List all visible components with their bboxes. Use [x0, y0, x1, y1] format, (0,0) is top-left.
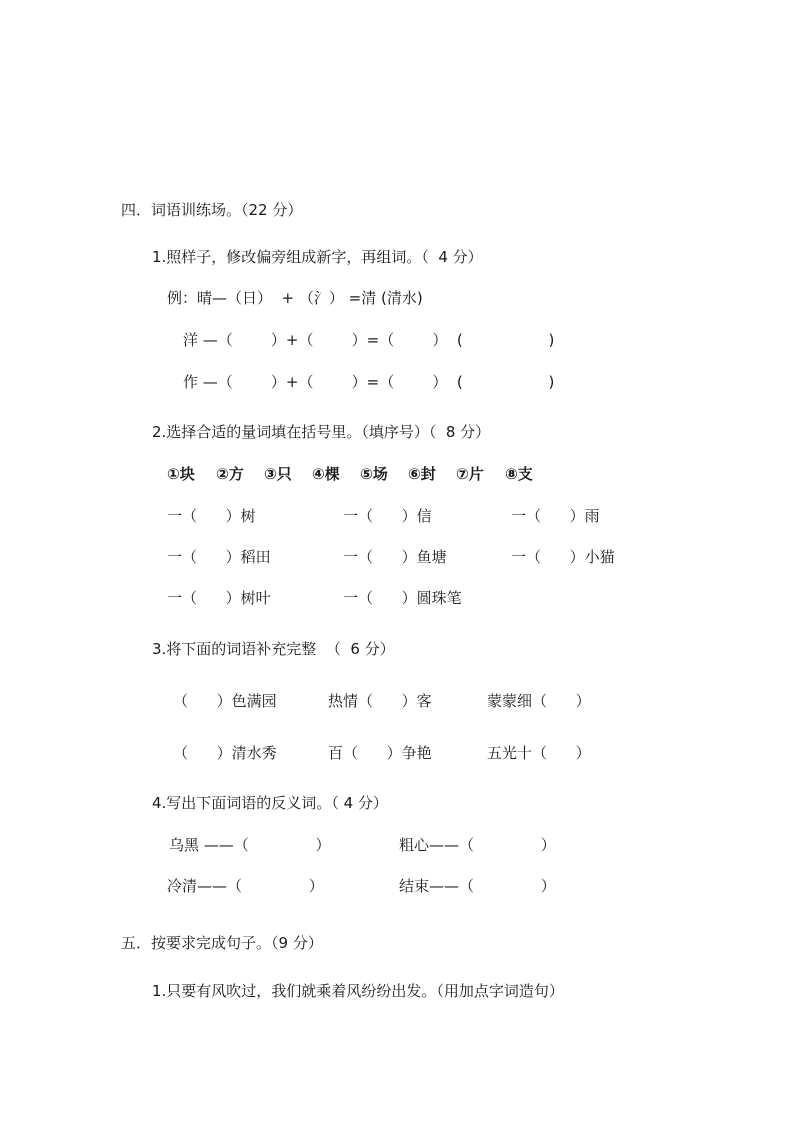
q4-item: 乌黑 ——（ ）: [169, 836, 331, 854]
q2-option: ④棵: [312, 465, 340, 483]
q4-item: 粗心——（ ）: [399, 836, 556, 854]
q2-item: 一（ ）树: [167, 507, 256, 525]
q2-item: 一（ ）信: [343, 507, 432, 525]
q3-item: （ ）清水秀: [173, 744, 277, 762]
q2-title: 2.选择合适的量词填在括号里。（填序号）（ 8 分）: [152, 423, 491, 441]
q1-row: 洋 —（ ）+（ ）=（ ） ( ): [183, 331, 555, 349]
q2-item: 一（ ）稻田: [167, 548, 271, 566]
q3-item: （ ）色满园: [173, 692, 277, 710]
q3-item: 百（ ）争艳: [328, 744, 432, 762]
q2-item: 一（ ）圆珠笔: [343, 589, 462, 607]
q2-item: 一（ ）鱼塘: [343, 548, 447, 566]
q4-item: 结束——（ ）: [399, 877, 556, 895]
q3-item: 五光十（ ）: [487, 744, 591, 762]
q2-option: ⑤场: [360, 465, 388, 483]
q1-row: 作 —（ ）+（ ）=（ ） ( ): [183, 373, 555, 391]
q2-item: 一（ ）树叶: [167, 589, 271, 607]
q4-title: 4.写出下面词语的反义词。（ 4 分）: [152, 794, 388, 812]
q1-title: 1.照样子，修改偏旁组成新字，再组词。（ 4 分）: [152, 248, 483, 266]
q2-option: ③只: [264, 465, 292, 483]
q1-example: 例：晴—（日） + （氵） =清 (清水): [167, 289, 423, 307]
s5-q1-title: 1.只要有风吹过，我们就乘着风纷纷出发。（用加点字词造句）: [152, 982, 564, 1000]
q2-option: ⑧支: [505, 465, 533, 483]
section5-title: 五．按要求完成句子。（9 分）: [121, 934, 323, 952]
q3-item: 热情（ ）客: [328, 692, 432, 710]
q2-item: 一（ ）雨: [511, 507, 600, 525]
q2-option: ⑦片: [456, 465, 484, 483]
q2-option: ①块: [167, 465, 195, 483]
q3-title: 3.将下面的词语补充完整 （ 6 分）: [152, 640, 395, 658]
q2-option: ⑥封: [408, 465, 436, 483]
q2-option: ②方: [216, 465, 244, 483]
section4-title: 四．词语训练场。（22 分）: [121, 201, 303, 219]
q2-item: 一（ ）小猫: [511, 548, 615, 566]
q4-item: 冷清——（ ）: [167, 877, 324, 895]
q3-item: 蒙蒙细（ ）: [487, 692, 591, 710]
